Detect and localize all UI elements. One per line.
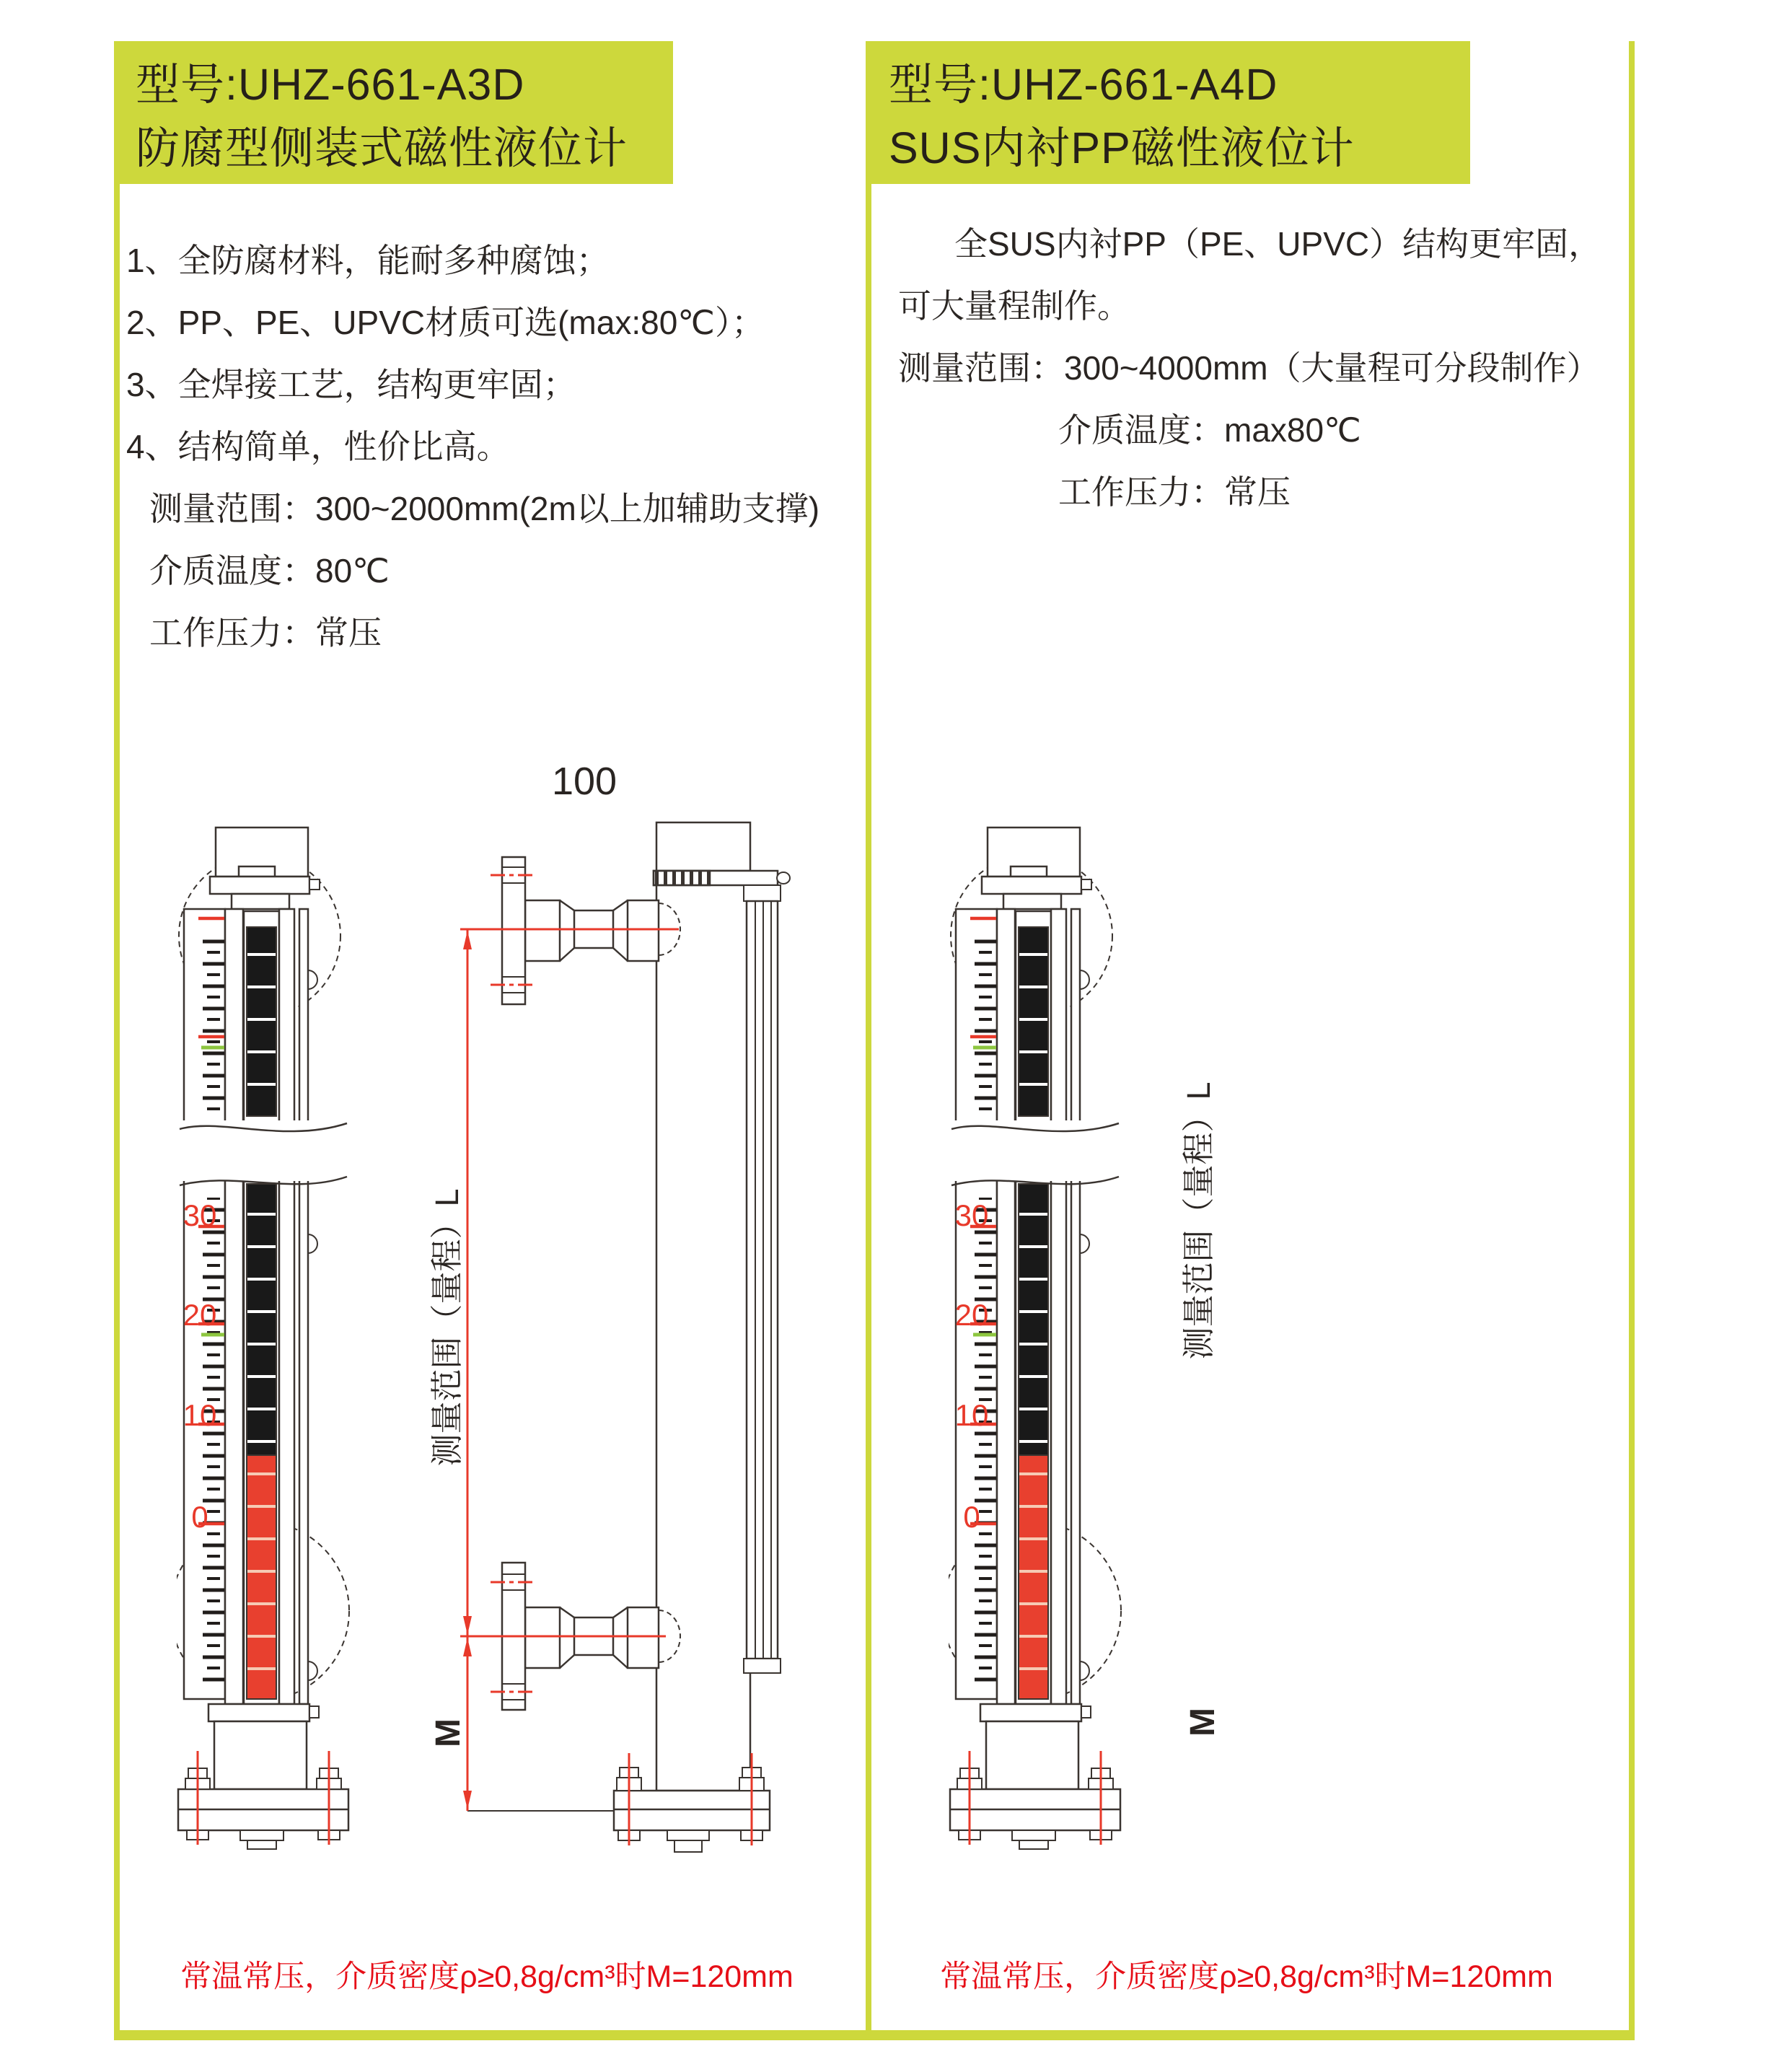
scale-label-0: 0 [191,1500,208,1534]
feature-item: 4、结构简单，性价比高。 [126,428,510,465]
right-description [898,213,1601,523]
right-product-name: SUS内衬PP磁性液位计 [889,123,1355,172]
spec-working-pressure: 工作压力：常压 [1058,473,1291,511]
left-product-name: 防腐型侧装式磁性液位计 [136,123,628,172]
right-measuring-range-label: 测量范围（量程）L [1180,1081,1217,1360]
scale-label-0: 0 [963,1500,980,1534]
width-dimension-label: 100 [551,760,617,803]
description-line: 全SUS内衬PP（PE、UPVC）结构更牢固， [954,225,1602,263]
left-panel-title [114,41,673,184]
right-model-number: 型号:UHZ-661-A4D [889,60,1278,109]
description-line: 可大量程制作。 [898,287,1130,325]
left-m-dimension-label: M [429,1718,467,1747]
spec-measuring-range: 测量范围：300~2000mm(2m以上加辅助支撑) [149,490,820,527]
scale-label-20: 20 [183,1298,217,1332]
spec-medium-temperature: 介质温度：80℃ [149,552,390,589]
right-condition-note: 常温常压，介质密度ρ≥0,8g/cm³时M=120mm [940,1959,1553,1994]
left-gauge-side-view-drawing [447,794,822,1876]
left-condition-note: 常温常压，介质密度ρ≥0,8g/cm³时M=120mm [180,1959,794,1994]
feature-item: 2、PP、PE、UPVC材质可选(max:80℃）； [126,304,765,341]
left-feature-list [126,229,819,664]
right-gauge-front-view-drawing [949,826,1122,1851]
scale-label-30: 30 [183,1198,217,1232]
right-m-dimension-label: M [1184,1708,1222,1737]
spec-measuring-range: 测量范围：300~4000mm（大量程可分段制作） [898,349,1600,387]
scale-label-10: 10 [183,1398,217,1432]
spec-medium-temperature: 介质温度：max80℃ [1058,411,1361,449]
feature-item: 3、全焊接工艺，结构更牢固； [126,366,576,403]
feature-item: 1、全防腐材料，能耐多种腐蚀； [126,242,610,279]
right-panel-title [867,41,1470,184]
left-measuring-range-label: 测量范围（量程）L [428,1188,465,1467]
scale-label-30: 30 [954,1198,989,1232]
left-model-number: 型号:UHZ-661-A3D [136,60,525,109]
left-gauge-front-view-drawing [177,826,350,1851]
scale-label-20: 20 [954,1298,989,1332]
scale-label-10: 10 [954,1398,989,1432]
spec-working-pressure: 工作压力：常压 [149,614,382,651]
